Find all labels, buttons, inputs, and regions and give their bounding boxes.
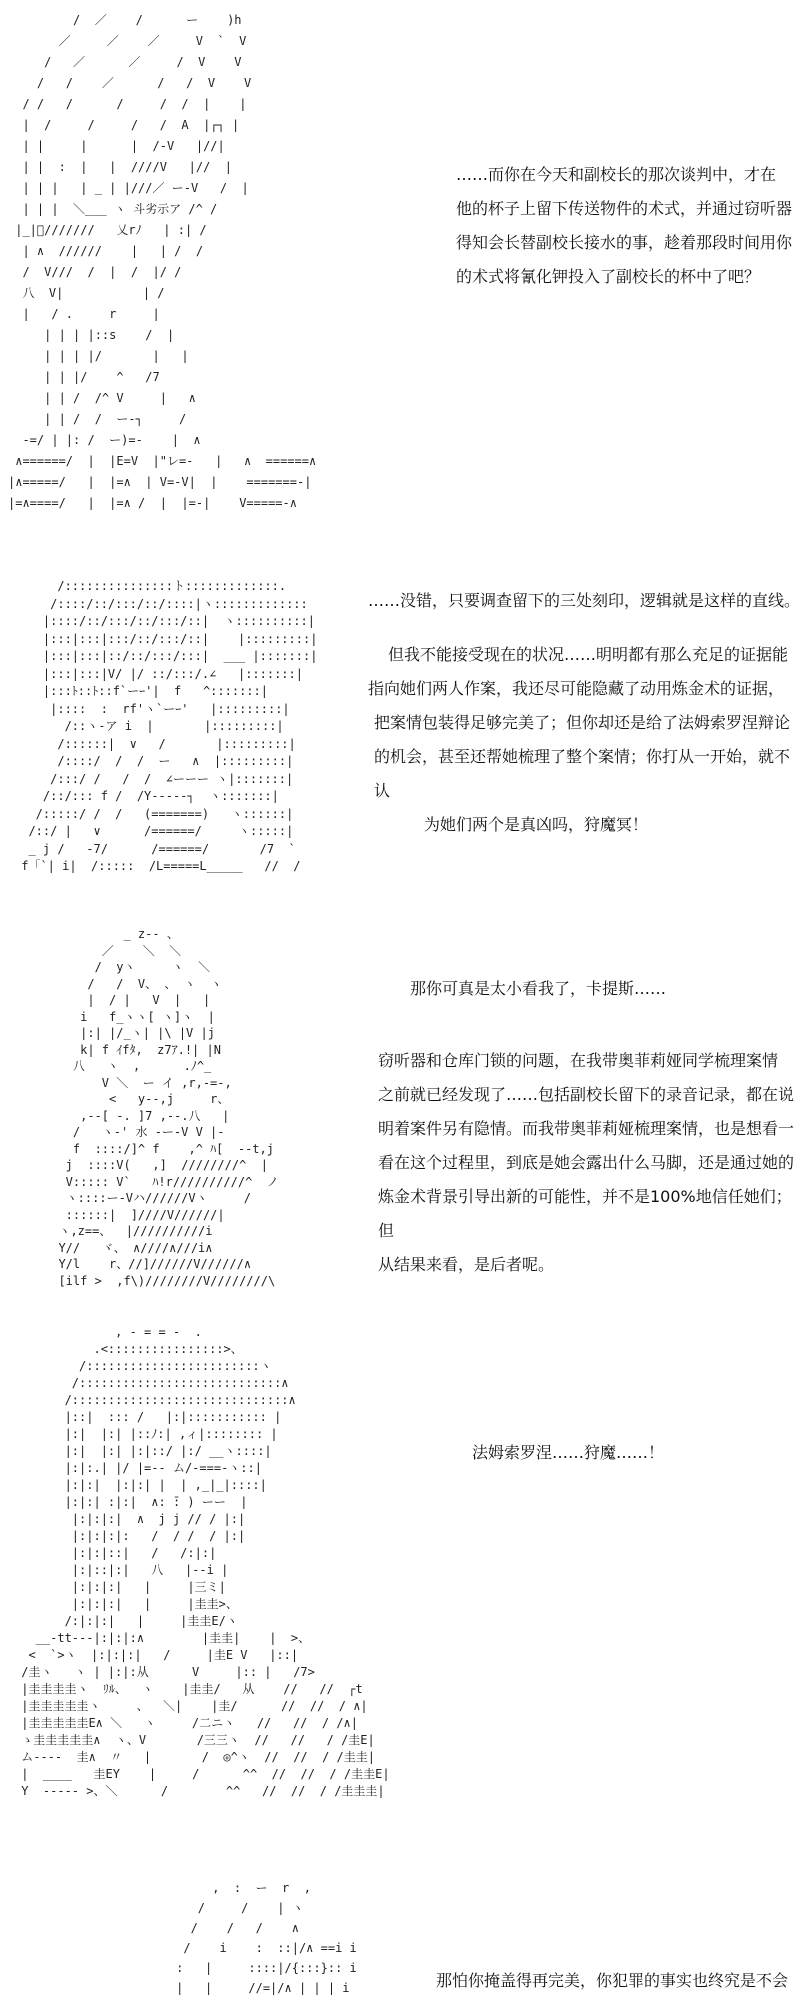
dialogue-line: 但我不能接受现在的状况……明明都有那么充足的证据能 xyxy=(388,645,789,664)
scene-2 xyxy=(0,570,800,890)
dialogue-text xyxy=(436,1964,788,1998)
dialogue-line: 之前就已经发现了……包括副校长留下的录音记录，都在说 xyxy=(378,1085,795,1104)
dialogue-line: 的机会，甚至还帮她梳理了整个案情；你打从一开始，就不认 xyxy=(374,747,791,800)
dialogue-line: 为她们两个是真凶吗，狩魔冥！ xyxy=(424,815,649,834)
ascii-art-character-5: , : ー r , / / | ヽ / / / ∧ / i : ::|/∧ ==i i : | ::::|/{:::}:: i | | //=|/∧ | | | i xyxy=(176,1881,357,1995)
dialogue-line: 那怕你掩盖得再完美，你犯罪的事实也终究是不会 xyxy=(436,1971,789,1990)
dialogue-line: 得知会长替副校长接水的事，趁着那段时间用你 xyxy=(456,233,793,252)
scene-4 xyxy=(0,1310,800,1870)
dialogue-line: 从结果来看，是后者呢。 xyxy=(378,1255,555,1274)
dialogue-text xyxy=(378,972,800,1282)
dialogue-line: 窃听器和仓库门锁的问题，在我带奥菲莉娅同学梳理案情 xyxy=(378,1051,779,1070)
dialogue-text xyxy=(456,158,792,294)
scene-1 xyxy=(0,0,800,560)
dialogue-line: 法姆索罗涅……狩魔……！ xyxy=(472,1443,665,1462)
scene-3 xyxy=(0,920,800,1300)
dialogue-line: 那你可真是太小看我了，卡提斯…… xyxy=(410,979,667,998)
scene-5 xyxy=(0,1872,800,2000)
dialogue-text xyxy=(472,1436,664,1470)
dialogue-line: ……而你在今天和副校长的那次谈判中，才在 xyxy=(456,165,777,184)
ascii-art-character-1: / ／ / ー )h ／ ／ ／ V ` V / ／ ／ / V V / / ／ / / V V / / / / / / | | | / / / / A |┌┐ | | | | | /-V |//| | | : | | ////V |// | | | | | _ | |///／ ー-V / | | | | ＼___ ヽ 斗劣示ア /^ / |_|ﾟ/////// 乂rﾉ | :| / | ∧ ////// | | / / / V/// / | / |/ / 八 V| | / | / . r | | | | |::s / | | | | |/ | | | | |/ ^ /7 | | / /^ V | ∧ | | / / ー-┐ / -=/ | |: / ー)=- | ∧ ∧======/ | |E=V |"レ=- | ∧ ======∧ |∧=====/ | |=∧ | V=-V| | =======-| |=∧====/ | |=∧ / | |=-| V=====-∧ xyxy=(8,13,317,510)
dialogue-text xyxy=(368,584,800,842)
dialogue-line: 看在这个过程里，到底是她会露出什么马脚，还是通过她的 xyxy=(378,1153,795,1172)
dialogue-line: 的术式将氰化钾投入了副校长的杯中了吧？ xyxy=(456,267,761,286)
ascii-art-character-3: _ z-- 、 ／ ＼ ＼ / yヽ ヽ ＼ / / V、 、 ヽ ヽ | / | V | | i f_ヽヽ[ ヽ]ヽ | |:| |/_ヽ| |\ |V |j k| f ｲfﾀ, z7ｱ.!| |N 八 ヽ , .ﾉ^_ V ＼ ー イ ,r,-=-, < y--,j r、 ,--[ -. ]7 ,--.八 | / ヽ-' 水 -ー-V V |- f ::::/]^ f ,^ ﾊ[ --t,j j ::::V( ,] ////////^ | V::::: V` ﾊ!r//////////^ ノ ヽ::::ー-Vハ//////Vヽ / ::::::| ]////V//////| ヽ,z==、 |//////////i Y// ヾ、 ∧////∧///i∧ Y/l r、//]//////V//////∧ [ilf > ,f\)////////V////////\ xyxy=(58,927,279,1288)
dialogue-line: 炼金术背景引导出新的可能性，并不是100%地信任她们；但 xyxy=(378,1187,792,1240)
dialogue-line: ……没错，只要调查留下的三处刻印，逻辑就是这样的直线。 xyxy=(368,591,800,610)
ascii-art-character-4: , - = = - . .<::::::::::::::::>、 /::::::::::::::::::::::::ヽ /::::::::::::::::::::::::::::∧ /::::::::::::::::::::::::::::::∧ |::| ::: / |:|::::::::::: | |:| |:| |::ﾉ:| ,ィ|:::::::: | |:| |:| |:|::/ |:/ __ヽ::::| |:|:.| |/ |=-- ム/-===-ヽ::| |:|:| |:|:| | | ,_|_|::::| |:|:| :|:| ∧: ̄: ) ーー | |:|:|:| ∧ j j // / |:| |:|:|:|: / / / / |:| |:|:|::| / /:|:| |:|::|:| 八 |--i | |:|:|:| | |三ミ| |:|:|:| | |圭圭>、 /:|:|:| | |圭圭E/ヽ __-tt---|:|:|:∧ |圭圭| | >、 < `>ヽ |:|:|:| / |圭E V |::| /圭ヽ ヽ | |:|:从 V |:: | /7> |圭圭圭圭ヽ ﾘﾙ、 ヽ |圭圭/ 从 // // ┌t |圭圭圭圭圭ヽ 、 ＼| |圭/ // // / ∧| |圭圭圭圭圭E∧ ＼ ヽ /二ニヽ // // / /∧| ゝ圭圭圭圭圭∧ ヽ、V /三三ヽ // // / /圭E| ム---- 圭∧ 〃 | / ◎^ヽ // // / /圭圭| | ____ 圭EY | / ^^ // // / /圭圭E| Y ----- >、＼ / ^^ // // / /圭圭圭| xyxy=(21,1325,390,1798)
dialogue-line: 他的杯子上留下传送物件的术式，并通过窃听器 xyxy=(456,199,793,218)
ascii-art-character-2: /:::::::::::::::ト:::::::::::::. /::::/::/:::/::/::::|ヽ::::::::::::: |::::/::/:::/::/:::/::| ヽ::::::::::| |:::|:::|:::/::/:::/::| |:::::::::| |:::|:::|::/::/:::/:::| ___ |:::::::| |:::|:::|V/ |/ ::/:::/.∠ |:::::::| |:::ﾄ::ﾄ::f`ーｰ'| f ^:::::::| |:::: : rf'ヽ`ーｰ' |:::::::::| /::ヽ-ア i | |:::::::::| /::::::| ∨ / |:::::::::| /::::/ / / ー ∧ |:::::::::| /:::/ / / / ∠ーーー ヽ|:::::::| /::/::: f / /Y-----┐ ヽ:::::::| /:::::/ / / (=======) ヽ::::::| /::/ | ∨ /======/ ヽ:::::| _ j / -7/ /======/ /7 ` f「`| i| /::::: /L=====L_____ // / xyxy=(21,579,318,873)
dialogue-line: 明着案件另有隐情。而我带奥菲莉娅梳理案情，也是想看一 xyxy=(378,1119,795,1138)
dialogue-line: 指向她们两人作案，我还尽可能隐藏了动用炼金术的证据， xyxy=(368,679,785,698)
dialogue-line: 把案情包装得足够完美了；但你却还是给了法姆索罗涅辩论 xyxy=(374,713,791,732)
